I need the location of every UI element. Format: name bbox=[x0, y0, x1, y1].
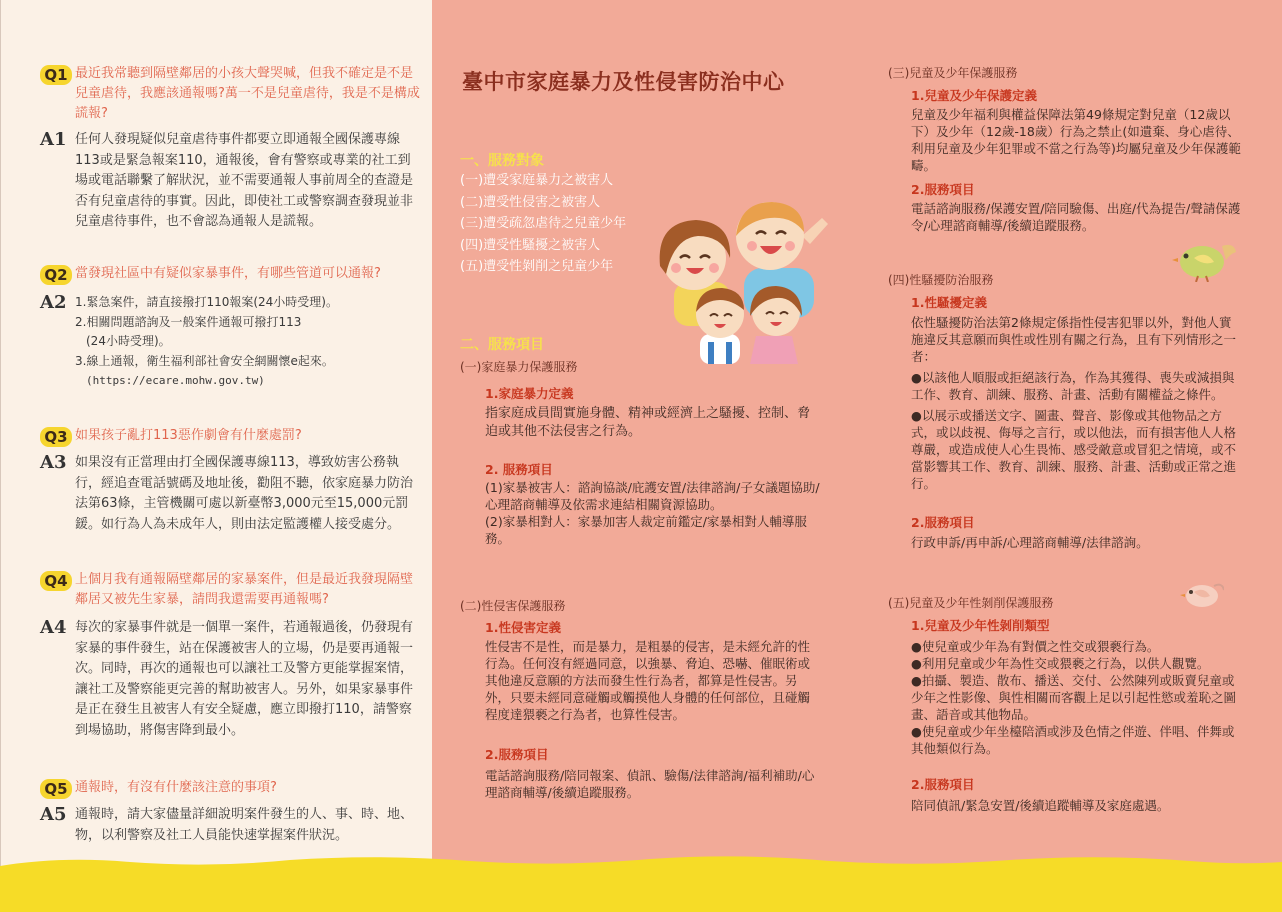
a1-answer: 任何人發現疑似兒童虐待事件都要立即通報全國保護專線113或是緊急報案110，通報後，會有警察或專業的社工到場或電話聯繫了解狀況，並不需要通報人事前周全的查證是否有兒童虐待的事實。因此，即使社工或警察調查發現並非兒童虐待事件，也不會認為通報人是謊報。 bbox=[75, 132, 414, 229]
a1-badge: A1 bbox=[40, 129, 67, 150]
list-item: (四)遭受性騷擾之被害人 bbox=[460, 237, 601, 253]
list-item: ●使兒童或少年為有對價之性交或猥褻行為。 bbox=[911, 639, 1160, 654]
child-protection-heading: (三)兒童及少年保護服務 bbox=[888, 66, 1018, 80]
section-service-items-title: 二、服務項目 bbox=[460, 337, 544, 353]
domestic-violence-items bbox=[485, 479, 820, 547]
harassment-items-text: 行政申訴/再申訴/心理諮商輔導/法律諮詢。 bbox=[911, 535, 1149, 550]
q1-question: 最近我常聽到隔壁鄰居的小孩大聲哭喊，但我不確定是不是兒童虐待，我應該通報嗎?萬一不是兒童虐待，我是不是構成謊報? bbox=[75, 66, 420, 121]
list-item: (1)家暴被害人：諮詢協談/庇護安置/法律諮詢/子女議題協助/心理諮商輔導及依需求連結相關資源協助。 bbox=[485, 480, 820, 512]
sexual-assault-items-label: 2.服務項目 bbox=[485, 747, 549, 762]
list-item: (一)遭受家庭暴力之被害人 bbox=[460, 173, 614, 188]
sexual-assault-def-label: 1.性侵害定義 bbox=[485, 620, 561, 635]
domestic-violence-items-label: 2. 服務項目 bbox=[485, 462, 553, 477]
list-item: ●使兒童或少年坐檯陪酒或涉及色情之伴遊、伴唱、伴舞或其他類似行為。 bbox=[911, 724, 1235, 756]
harassment-def-text: 依性騷擾防治法第2條規定係指性侵害犯罪以外，對他人實施違反其意願而與性或性別有關之行為，且有下列情形之一者： bbox=[911, 315, 1237, 364]
harassment-items-label: 2.服務項目 bbox=[911, 515, 975, 530]
small-bird-decoration bbox=[1180, 576, 1224, 610]
list-item: ●以該他人順服或拒絕該行為，作為其獲得、喪失或減損與工作、教育、訓練、服務、計畫、活動有關權益之條件。 bbox=[911, 370, 1235, 402]
a5-badge: A5 bbox=[40, 804, 67, 825]
faq-item-4 bbox=[40, 570, 420, 741]
exploitation-bullets bbox=[911, 638, 1241, 757]
child-protection-def-text: 兒童及少年福利與權益保障法第49條規定對兒童（12歲以下）及少年（12歲-18歲）行為之禁止(如遺棄、身心虐待、利用兒童及少年犯罪或不當之行為等)均屬兒童及少年保護範疇。 bbox=[911, 107, 1241, 173]
child-protection-items-label: 2.服務項目 bbox=[911, 182, 975, 197]
q1-badge: Q1 bbox=[40, 65, 72, 85]
harassment-def-label: 1.性騷擾定義 bbox=[911, 295, 987, 310]
faq-item-5 bbox=[40, 778, 420, 846]
domestic-violence-def-text: 指家庭成員間實施身體、精神或經濟上之騷擾、控制、脅迫或其他不法侵害之行為。 bbox=[485, 406, 811, 439]
faq-item-2 bbox=[40, 264, 420, 391]
domestic-violence-def-label: 1.家庭暴力定義 bbox=[485, 386, 574, 401]
a4-badge: A4 bbox=[40, 617, 67, 638]
a5-answer: 通報時，請大家儘量詳細說明案件發生的人、事、時、地、物，以利警察及社工人員能快速掌握案件狀況。 bbox=[75, 807, 414, 843]
sexual-assault-def-text: 性侵害不是性，而是暴力，是粗暴的侵害，是未經允許的性行為。任何沒有經過同意，以強暴、脅迫、恐嚇、催眠術或其他違反意願的方法而發生性行為者，都算是性侵害。另外，只要未經同意碰觸或觸摸他人身體的任何部位，且碰觸程度達猥褻之行為者，也算性侵害。 bbox=[485, 639, 811, 722]
list-item: ●拍攝、製造、散布、播送、交付、公然陳列或販賣兒童或少年之性影像、與性相關而客觀上足以引起性慾或羞恥之圖畫、語音或其他物品。 bbox=[911, 673, 1237, 722]
q4-question: 上個月我有通報隔壁鄰居的家暴案件，但是最近我發現隔壁鄰居又被先生家暴，請問我還需要再通報嗎? bbox=[75, 572, 414, 607]
list-item: (2)家暴相對人：家暴加害人裁定前鑑定/家暴相對人輔導服務。 bbox=[485, 514, 807, 546]
exploitation-heading: (五)兒童及少年性剝削保護服務 bbox=[888, 596, 1054, 610]
sexual-assault-items-text: 電話諮詢服務/陪同報案、偵訊、驗傷/法律諮詢/福利補助/心理諮商輔導/後續追蹤服務。 bbox=[485, 768, 815, 800]
a2-url[interactable]: (https://ecare.mohw.gov.tw) bbox=[86, 374, 265, 387]
q3-badge: Q3 bbox=[40, 427, 72, 447]
list-item: (五)遭受性剝削之兒童少年 bbox=[460, 259, 614, 274]
sexual-assault-heading: (二)性侵害保護服務 bbox=[460, 599, 566, 613]
exploitation-def-label: 1.兒童及少年性剝削類型 bbox=[911, 618, 1050, 633]
q2-question: 當發現社區中有疑似家暴事件，有哪些管道可以通報? bbox=[75, 266, 381, 281]
a2-line: 1.緊急案件，請直接撥打110報案(24小時受理)。 bbox=[75, 295, 338, 309]
child-protection-def-label: 1.兒童及少年保護定義 bbox=[911, 88, 1037, 103]
list-item: (二)遭受性侵害之被害人 bbox=[460, 194, 601, 210]
q5-badge: Q5 bbox=[40, 779, 72, 799]
page-title: 臺中市家庭暴力及性侵害防治中心 bbox=[462, 69, 785, 94]
faq-item-1 bbox=[40, 64, 420, 233]
family-illustration bbox=[652, 196, 842, 366]
child-protection-items-text: 電話諮詢服務/保護安置/陪同驗傷、出庭/代為提告/聲請保護令/心理諮商輔導/後續追蹤服務。 bbox=[911, 201, 1241, 233]
list-item: (三)遭受疏忽虐待之兒童少年 bbox=[460, 216, 627, 231]
list-item: ●利用兒童或少年為性交或猥褻之行為，以供人觀覽。 bbox=[911, 656, 1210, 671]
exploitation-items-text: 陪同偵訊/緊急安置/後續追蹤輔導及家庭處遇。 bbox=[911, 798, 1170, 813]
bottom-wave bbox=[0, 852, 1282, 868]
a2-line: 2.相關問題諮詢及一般案件通報可撥打113 bbox=[75, 314, 302, 329]
a2-answer-list bbox=[75, 293, 338, 391]
q4-badge: Q4 bbox=[40, 571, 72, 591]
q2-badge: Q2 bbox=[40, 265, 72, 285]
girl-body bbox=[750, 336, 798, 364]
boy-body bbox=[700, 334, 740, 364]
harassment-heading: (四)性騷擾防治服務 bbox=[888, 273, 994, 287]
q5-question: 通報時，有沒有什麼該注意的事項? bbox=[75, 780, 277, 795]
dad-waving-hand bbox=[802, 218, 828, 244]
a3-badge: A3 bbox=[40, 452, 67, 473]
list-item: ●以展示或播送文字、圖畫、聲音、影像或其他物品之方式，或以歧視、侮辱之言行，或以他法，而有損害他人人格尊嚴，或造成使人心生畏怖、感受敵意或冒犯之情境，或不當影響其工作、教育、訓練、服務、計畫、活動或正常之進行。 bbox=[911, 408, 1237, 491]
service-targets-list bbox=[460, 170, 626, 278]
bird-decoration bbox=[1172, 236, 1238, 282]
q3-question: 如果孩子亂打113惡作劇會有什麼處罰? bbox=[75, 428, 302, 443]
harassment-bullets bbox=[911, 369, 1241, 492]
bottom-yellow-band bbox=[0, 866, 1282, 912]
exploitation-items-label: 2.服務項目 bbox=[911, 777, 975, 792]
a3-answer: 如果沒有正當理由打全國保護專線113，導致妨害公務執行，經追查電話號碼及地址後，勸阻不聽，依家庭暴力防治法第63條，主管機關可處以新臺幣3,000元至15,000元罰鍰。如行為人為未成年人，則由法定監護權人接受處分。 bbox=[75, 455, 414, 532]
a2-line: (24小時受理)。 bbox=[86, 334, 171, 348]
section-service-targets-title: 一、服務對象 bbox=[460, 153, 544, 169]
faq-item-3 bbox=[40, 426, 420, 535]
a4-answer: 每次的家暴事件就是一個單一案件，若通報過後，仍發現有家暴的事件發生，站在保護被害人的立場，仍是要再通報一次。同時，再次的通報也可以讓社工及警方更能掌握案情，讓社工及警察能更完善的幫助被害人。另外，如果家暴事件是正在發生且被害人有安全疑慮，應立即撥打110，請警察到場協助，將傷害降到最小。 bbox=[75, 620, 414, 738]
domestic-violence-heading: (一)家庭暴力保護服務 bbox=[460, 360, 578, 374]
a2-line: 3.線上通報，衛生福利部社會安全網關懷e起來。 bbox=[75, 353, 334, 368]
a2-badge: A2 bbox=[40, 292, 67, 313]
